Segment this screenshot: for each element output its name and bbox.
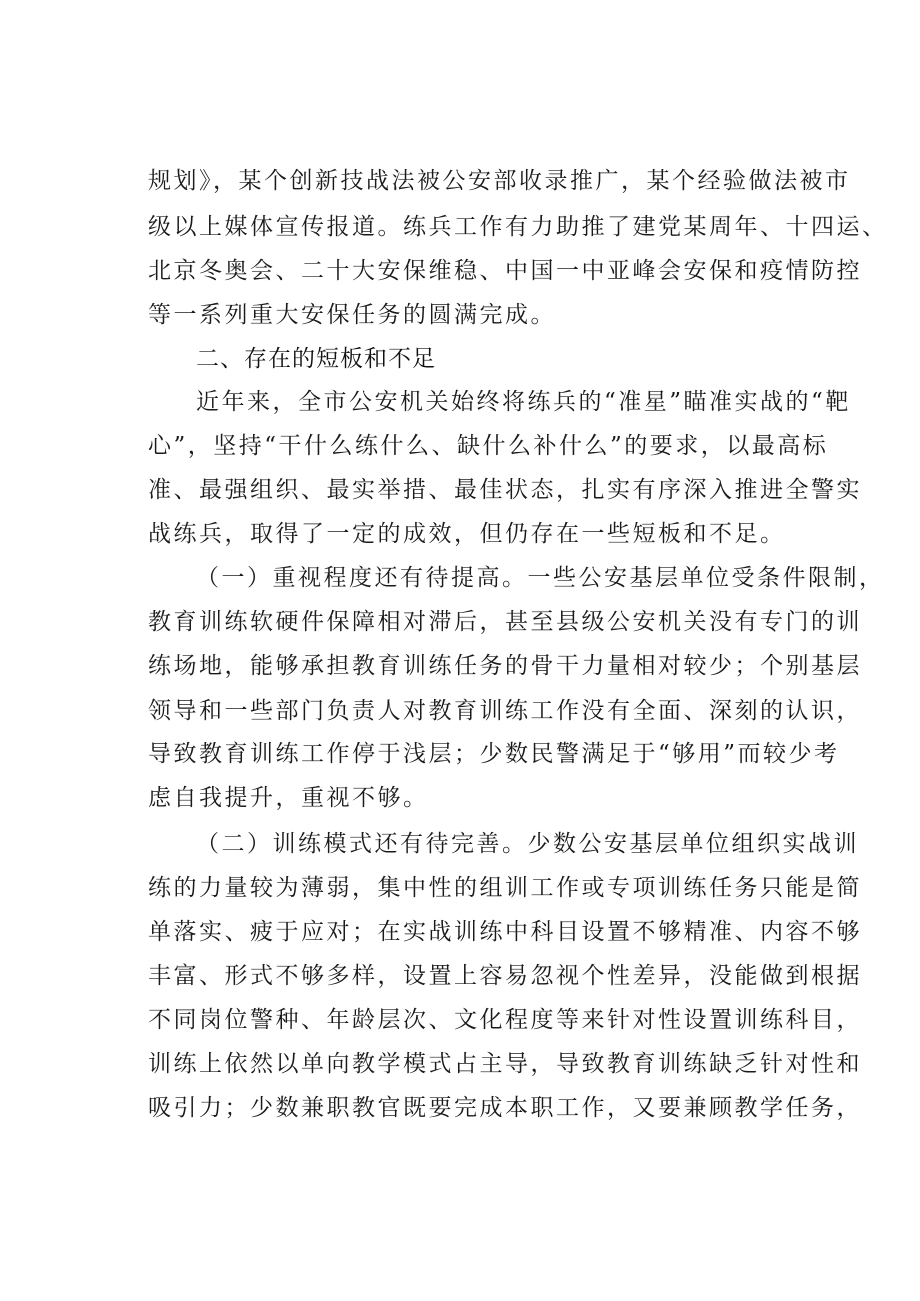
text-line: 不同岗位警种、年龄层次、文化程度等来针对性设置训练科目， <box>148 1007 862 1033</box>
text-line: 北京冬奥会、二十大安保维稳、中国一中亚峰会安保和疫情防控 <box>148 258 862 284</box>
text-line: 规划》，某个创新技战法被公安部收录推广，某个经验做法被市 <box>148 168 851 194</box>
text-line: 吸引力；少数兼职教官既要完成本职工作，又要兼顾教学任务， <box>148 1095 862 1121</box>
text-line: 导致教育训练工作停于浅层；少数民警满足于“够用”而较少考 <box>148 741 840 767</box>
text-line: 准、最强组织、最实举措、最佳状态，扎实有序深入推进全警实 <box>148 477 862 503</box>
section-heading: 二、存在的短板和不足 <box>196 346 436 372</box>
text-line: 训练上依然以单向教学模式占主导，导致教育训练缺乏针对性和 <box>148 1051 862 1077</box>
text-line: 丰富、形式不够多样，设置上容易忽视个性差异，没能做到根据 <box>148 963 862 989</box>
text-line: 教育训练软硬件保障相对滞后，甚至县级公安机关没有专门的训 <box>148 609 862 635</box>
text-line: （一）重视程度还有待提高。一些公安基层单位受条件限制， <box>196 565 885 591</box>
text-line: 心”，坚持“干什么练什么、缺什么补什么”的要求，以最高标 <box>148 433 829 459</box>
text-line: 虑自我提升，重视不够。 <box>148 785 429 811</box>
text-line: 单落实、疲于应对；在实战训练中科目设置不够精准、内容不够 <box>148 919 862 945</box>
text-line: 战练兵，取得了一定的成效，但仍存在一些短板和不足。 <box>148 521 786 547</box>
text-line: 近年来，全市公安机关始终将练兵的“准星”瞄准实战的“靶 <box>196 389 851 415</box>
text-line: 等一系列重大安保任务的圆满完成。 <box>148 302 556 328</box>
text-line: 练的力量较为薄弱，集中性的组训工作或专项训练任务只能是简 <box>148 875 862 901</box>
text-line: 练场地，能够承担教育训练任务的骨干力量相对较少；个别基层 <box>148 653 862 679</box>
text-line: （二）训练模式还有待完善。少数公安基层单位组织实战训 <box>196 831 859 857</box>
text-line: 领导和一些部门负责人对教育训练工作没有全面、深刻的认识， <box>148 698 862 724</box>
text-line: 级以上媒体宣传报道。练兵工作有力助推了建党某周年、十四运、 <box>148 214 888 240</box>
